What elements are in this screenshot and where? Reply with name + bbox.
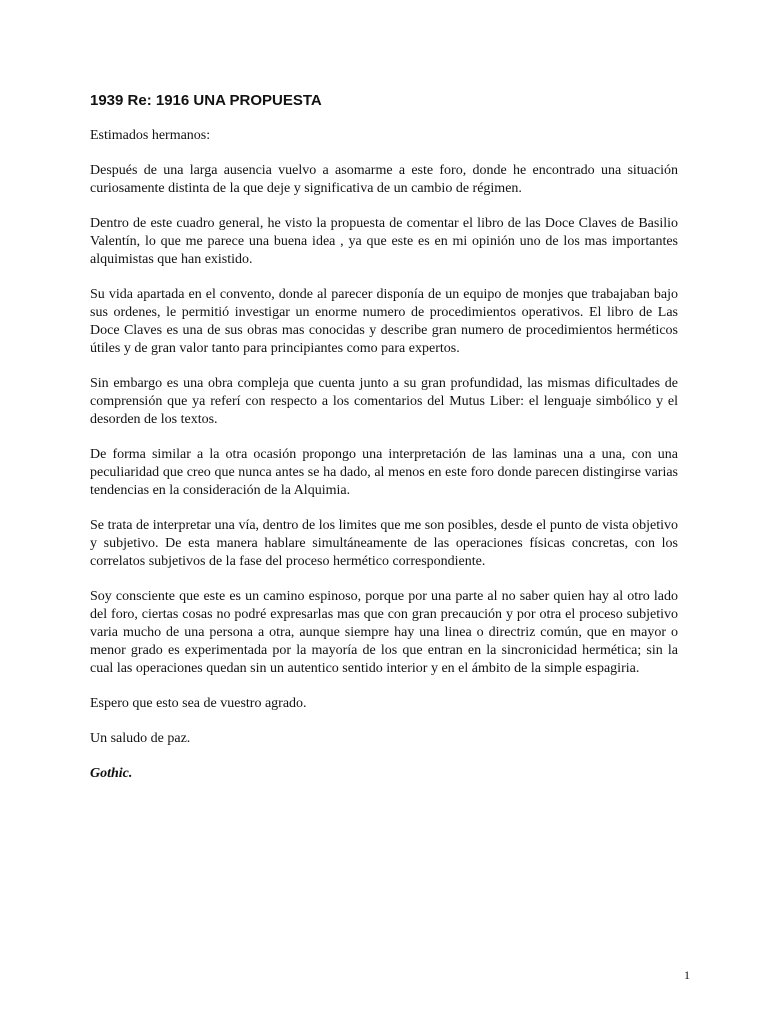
document-body bbox=[90, 92, 678, 783]
paragraph-4: Sin embargo es una obra compleja que cuenta junto a su gran profundidad, las mismas dificultades de comprensión que ya referí con respecto a los comentarios del Mutus Liber: el lenguaje simbólico y el desorden de los textos. bbox=[90, 376, 678, 427]
paragraph-3: Su vida apartada en el convento, donde al parecer disponía de un equipo de monjes que trabajaban bajo sus ordenes, le permitió investigar un enorme numero de procedimientos operativos. El libro de Las Doce Claves es una de sus obras mas conocidas y describe gran numero de procedimientos herméticos útiles y de gran valor tanto para principiantes como para expertos. bbox=[90, 287, 678, 356]
paragraph-6: Se trata de interpretar una vía, dentro de los limites que me son posibles, desde el punto de vista objetivo y subjetivo. De esta manera hablare simultáneamente de las operaciones físicas concretas, con los correlatos subjetivos de la fase del proceso hermético correspondiente. bbox=[90, 518, 678, 569]
signature: Gothic. bbox=[90, 766, 133, 781]
paragraph-2: Dentro de este cuadro general, he visto la propuesta de comentar el libro de las Doce Claves de Basilio Valentín, lo que me parece una buena idea , ya que este es en mi opinión uno de los mas importantes alquimistas que han existido. bbox=[90, 216, 678, 267]
paragraph-9: Un saludo de paz. bbox=[90, 731, 191, 746]
paragraph-1: Después de una larga ausencia vuelvo a asomarme a este foro, donde he encontrado una situación curiosamente distinta de la que deje y significativa de un cambio de régimen. bbox=[90, 163, 678, 196]
document-title: 1939 Re: 1916 UNA PROPUESTA bbox=[90, 92, 322, 109]
page-number: 1 bbox=[684, 968, 690, 982]
paragraph-7: Soy consciente que este es un camino espinoso, porque por una parte al no saber quien hay al otro lado del foro, ciertas cosas no podré expresarlas mas que con gran precaución y por otra el proceso subjetivo varia mucho de una persona a otra, aunque siempre hay una linea o directriz común, que en mayor o menor grado es experimentada por la mayoría de los que entran en la sincronicidad hermética; sin la cual las operaciones quedan sin un autentico sentido interior y en el ámbito de la simple espagiria. bbox=[90, 589, 678, 676]
greeting: Estimados hermanos: bbox=[90, 128, 211, 143]
paragraph-5: De forma similar a la otra ocasión propongo una interpretación de las laminas una a una, con una peculiaridad que creo que nunca antes se ha dado, al menos en este foro donde parecen distingirse varias tendencias en la consideración de la Alquimia. bbox=[90, 447, 678, 498]
paragraph-8: Espero que esto sea de vuestro agrado. bbox=[90, 696, 307, 711]
